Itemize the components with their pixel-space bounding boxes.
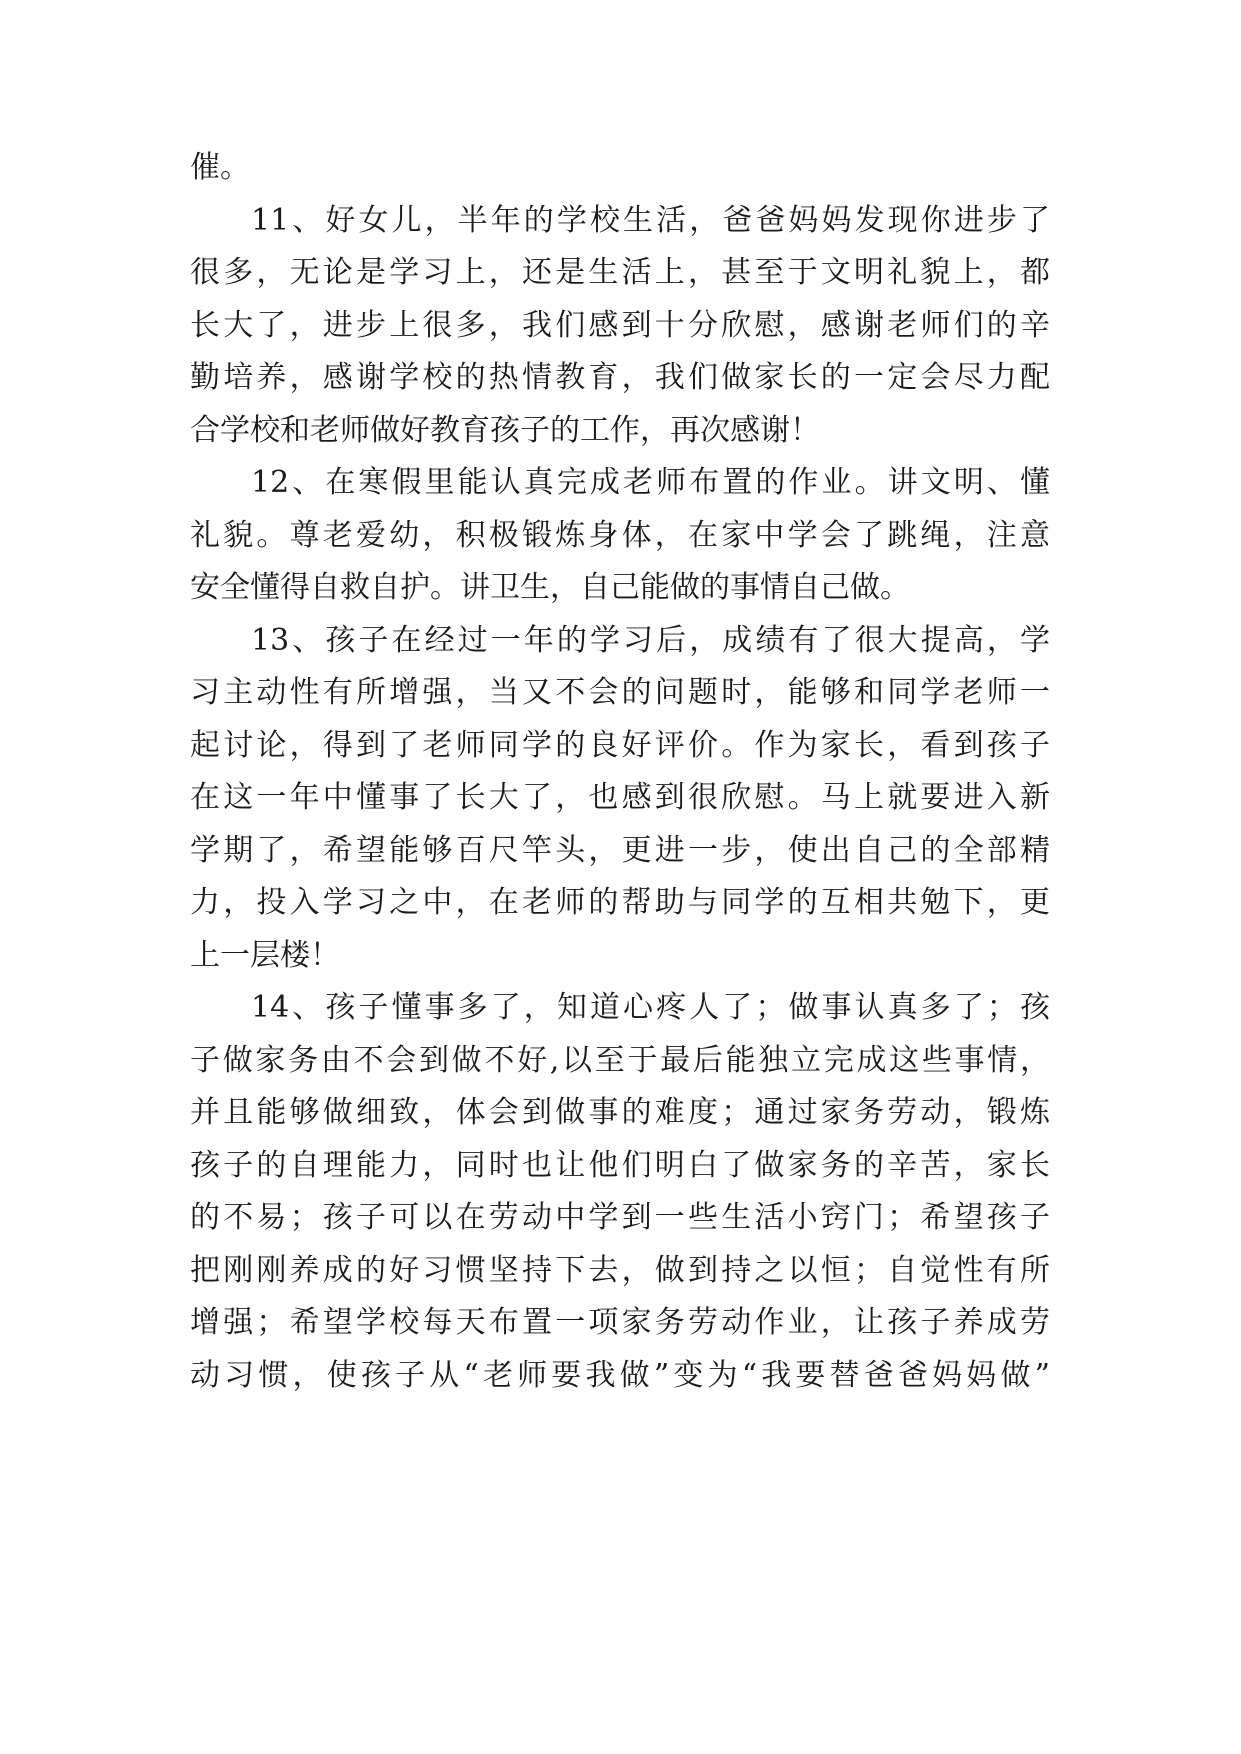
- text-line: 子做家务由不会到做不好,以至于最后能独立完成这些事情，: [190, 1043, 1050, 1078]
- text-line: 催。: [190, 150, 250, 185]
- text-line: 安全懂得自救自护。讲卫生，自己能做的事情自己做。: [190, 570, 910, 605]
- text-line: 上一层楼！: [190, 938, 340, 973]
- text-line: 的不易；孩子可以在劳动中学到一些生活小窍门；希望孩子: [190, 1200, 1050, 1235]
- text-line: 合学校和老师做好教育孩子的工作，再次感谢！: [190, 413, 820, 448]
- paragraph-13-line-1: 13、孩子在经过一年的学习后，成绩有了很大提高，学: [251, 623, 1050, 658]
- text-line: 习主动性有所增强，当又不会的问题时，能够和同学老师一: [190, 675, 1050, 710]
- text-line: 起讨论，得到了老师同学的良好评价。作为家长，看到孩子: [190, 728, 1050, 763]
- text-line: 增强；希望学校每天布置一项家务劳动作业，让孩子养成劳: [190, 1305, 1050, 1340]
- text-line: 把刚刚养成的好习惯坚持下去，做到持之以恒；自觉性有所: [190, 1253, 1050, 1288]
- paragraph-12-line-1: 12、在寒假里能认真完成老师布置的作业。讲文明、懂: [251, 465, 1050, 500]
- text-line: 很多，无论是学习上，还是生活上，甚至于文明礼貌上，都: [190, 255, 1050, 290]
- paragraph-14-line-1: 14、孩子懂事多了，知道心疼人了；做事认真多了；孩: [251, 990, 1050, 1025]
- paragraph-11-line-1: 11、好女儿，半年的学校生活，爸爸妈妈发现你进步了: [251, 203, 1050, 238]
- text-line: 并且能够做细致，体会到做事的难度；通过家务劳动，锻炼: [190, 1095, 1050, 1130]
- text-line: 学期了，希望能够百尺竿头，更进一步，使出自己的全部精: [190, 833, 1050, 868]
- text-line: 动习惯，使孩子从“老师要我做”变为“我要替爸爸妈妈做”: [190, 1358, 1050, 1393]
- text-line: 在这一年中懂事了长大了，也感到很欣慰。马上就要进入新: [190, 780, 1050, 815]
- text-line: 孩子的自理能力，同时也让他们明白了做家务的辛苦，家长: [190, 1148, 1050, 1183]
- text-line: 长大了，进步上很多，我们感到十分欣慰，感谢老师们的辛: [190, 308, 1050, 343]
- text-line: 力，投入学习之中，在老师的帮助与同学的互相共勉下，更: [190, 885, 1050, 920]
- text-line: 勤培养，感谢学校的热情教育，我们做家长的一定会尽力配: [190, 360, 1050, 395]
- text-line: 礼貌。尊老爱幼，积极锻炼身体，在家中学会了跳绳，注意: [190, 518, 1050, 553]
